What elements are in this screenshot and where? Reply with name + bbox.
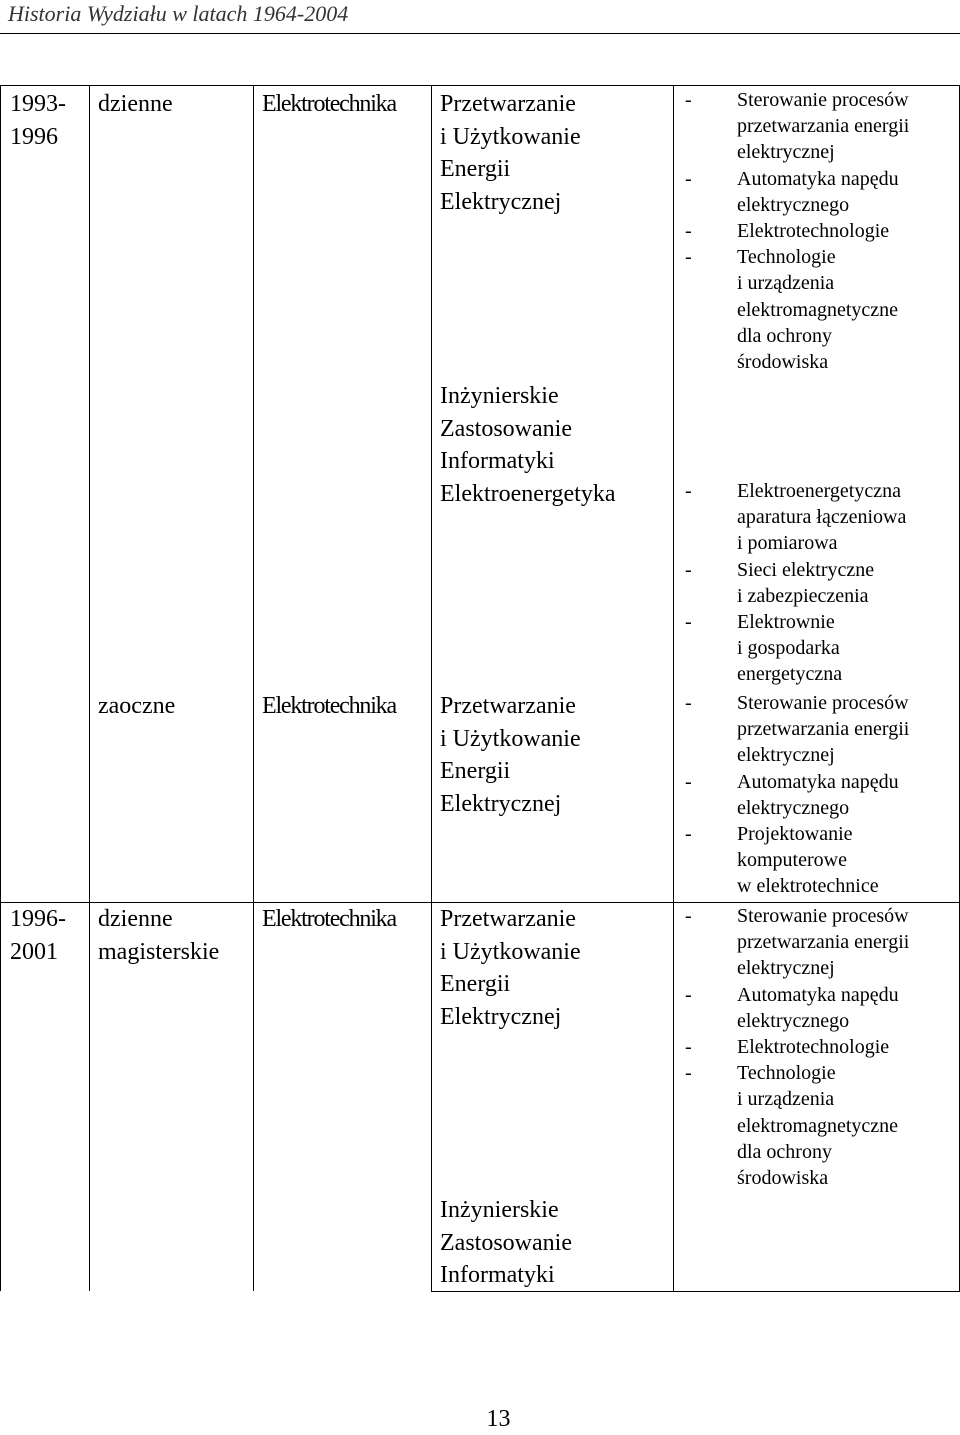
specialization-list <box>683 903 953 1191</box>
list-item: - Technologie i urządzenia elektromagnetyczne dla ochrony środowiska <box>683 1060 953 1191</box>
specialization-list <box>683 690 953 900</box>
list-item: - Sterowanie procesów przetwarzania energii elektrycznej <box>683 87 953 166</box>
study-mode-cell: zaoczne <box>98 693 176 719</box>
column-divider-field <box>431 85 432 1291</box>
list-item: - Elektrownie i gospodarka energetyczna <box>683 609 953 688</box>
specialization-list <box>683 478 953 688</box>
running-header: Historia Wydziału w latach 1964-2004 <box>8 1 349 26</box>
list-item: - Elektrotechnologie <box>683 218 953 244</box>
header-rule <box>0 33 960 34</box>
study-mode-cell: dzienne magisterskie <box>98 906 220 965</box>
list-item: - Technologie i urządzenia elektromagnetyczne dla ochrony środowiska <box>683 244 953 375</box>
list-item: - Sieci elektryczne i zabezpieczenia <box>683 557 953 609</box>
list-item: - Elektroenergetyczna aparatura łączeniowa i pomiarowa <box>683 478 953 557</box>
specialization-cell: Inżynierskie Zastosowanie Informatyki <box>440 383 572 475</box>
field-of-study-cell: Elektrotechnika <box>262 693 396 719</box>
list-item: - Automatyka napędu elektrycznego <box>683 982 953 1034</box>
years-cell: 1996- 2001 <box>10 906 66 965</box>
page-number: 13 <box>486 1406 511 1432</box>
table-top-border <box>0 85 960 86</box>
specialization-list <box>683 87 953 375</box>
list-item: - Elektrotechnologie <box>683 1034 953 1060</box>
column-divider-years <box>89 85 90 1291</box>
list-item: - Sterowanie procesów przetwarzania energii elektrycznej <box>683 903 953 982</box>
field-of-study-cell: Elektrotechnika <box>262 906 396 932</box>
table-left-border <box>0 85 1 1291</box>
list-item: - Sterowanie procesów przetwarzania energii elektrycznej <box>683 690 953 769</box>
specialization-cell: Inżynierskie Zastosowanie Informatyki <box>440 1197 572 1289</box>
specialization-cell: Przetwarzanie i Użytkowanie Energii Elektrycznej <box>440 906 581 1030</box>
years-cell: 1993- 1996 <box>10 91 66 150</box>
list-item: - Projektowanie komputerowe w elektrotechnice <box>683 821 953 900</box>
specialization-cell: Przetwarzanie i Użytkowanie Energii Elektrycznej <box>440 91 581 215</box>
column-divider-mode <box>253 85 254 1291</box>
study-mode-cell: dzienne <box>98 91 173 117</box>
list-item: - Automatyka napędu elektrycznego <box>683 769 953 821</box>
column-divider-specialization <box>673 85 674 1291</box>
specialization-cell: Elektroenergetyka <box>440 481 616 507</box>
specialization-cell: Przetwarzanie i Użytkowanie Energii Elektrycznej <box>440 693 581 817</box>
field-of-study-cell: Elektrotechnika <box>262 91 396 117</box>
list-item: - Automatyka napędu elektrycznego <box>683 166 953 218</box>
